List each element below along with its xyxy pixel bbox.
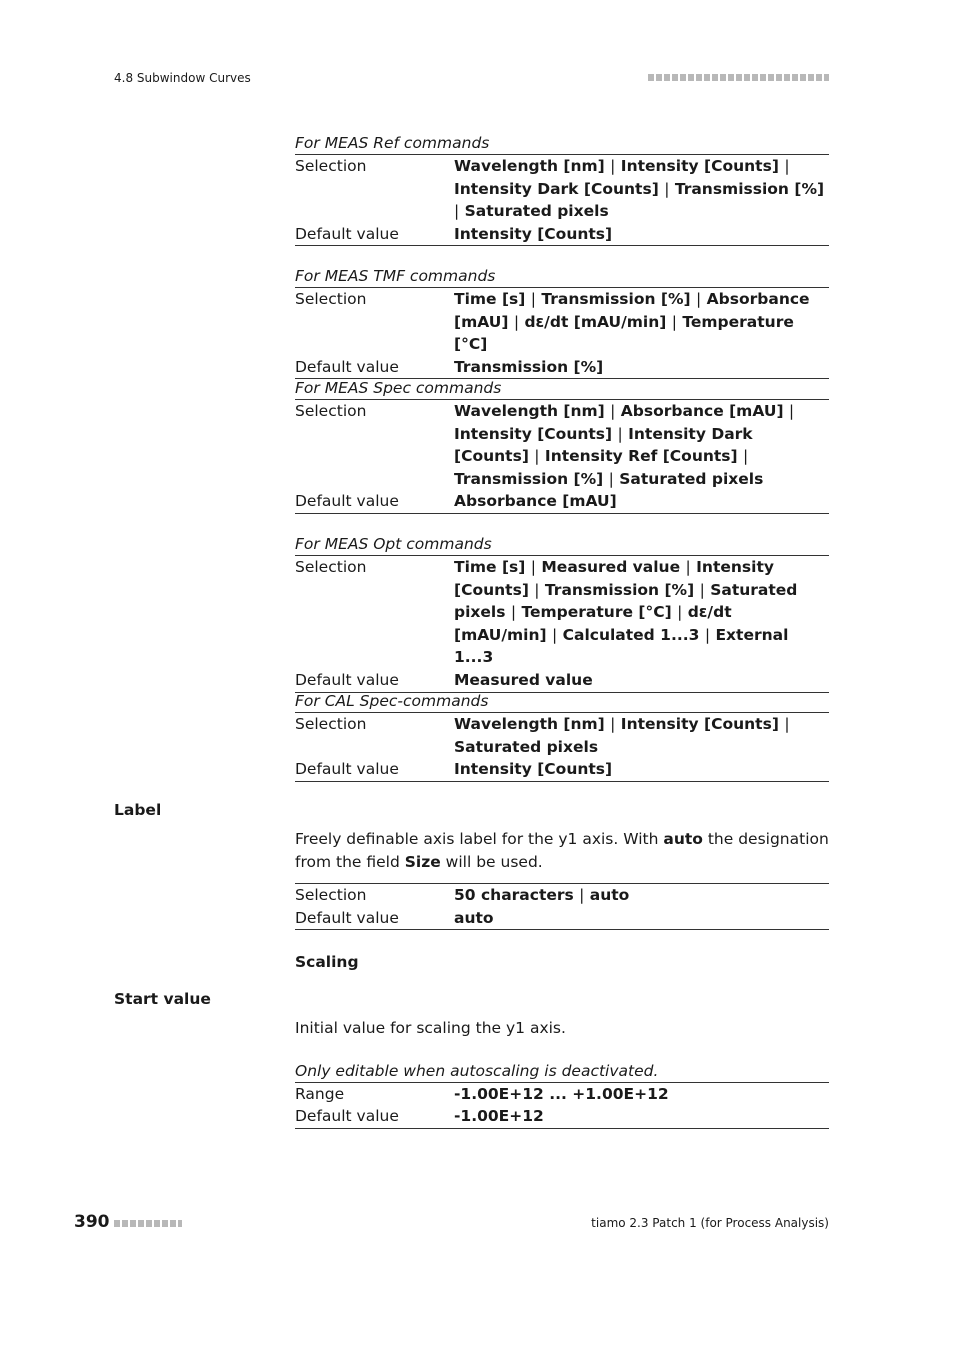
footer-dots-decoration: [114, 1220, 182, 1227]
value-separator: |: [617, 424, 623, 443]
table-row: [295, 1082, 829, 1105]
default-key: Default value: [295, 357, 399, 376]
start-value-caption: Only editable when autoscaling is deactivated.: [295, 1061, 659, 1080]
value-separator: |: [743, 447, 749, 466]
value-separator: |: [685, 558, 691, 576]
start-value-title: Start value: [114, 990, 211, 1008]
value-separator: |: [784, 157, 790, 175]
label-table: [295, 883, 829, 930]
selection-value: Wavelength [nm] | Intensity [Counts] | Saturated pixels: [454, 715, 790, 756]
label-section-block: [295, 828, 829, 930]
default-key: Default value: [295, 760, 399, 779]
value-separator: |: [608, 469, 614, 488]
value-separator: |: [530, 290, 536, 308]
value-separator: |: [454, 202, 460, 221]
table-row: [295, 155, 829, 223]
value-separator: |: [664, 179, 670, 198]
selection-value: Time [s] | Transmission [%] | Absorbance [mAU] | dε/dt [mAU/min] | Temperature [°C]: [454, 290, 810, 354]
value-separator: |: [534, 580, 540, 599]
meas-ref-block: [295, 132, 829, 246]
value-separator: |: [677, 603, 683, 622]
default-key: Default value: [295, 908, 399, 927]
value-separator: |: [696, 290, 702, 308]
value-separator: |: [788, 402, 795, 420]
header-dots-decoration: [648, 74, 829, 81]
value-separator: |: [699, 580, 705, 599]
table-row: [295, 884, 829, 907]
cal-spec-caption: For CAL Spec-commands: [295, 692, 489, 710]
value-separator: |: [534, 447, 540, 466]
default-value: -1.00E+12: [454, 1107, 544, 1126]
range-key: Range: [295, 1084, 345, 1103]
meas-opt-block: [295, 533, 829, 693]
label-desc-text: Freely definable axis label for the y1 axis. With: [295, 830, 664, 848]
value-separator: |: [610, 157, 616, 175]
value-separator: |: [513, 312, 520, 331]
range-value: -1.00E+12 ... +1.00E+12: [454, 1084, 669, 1103]
default-key: Default value: [295, 1107, 399, 1126]
selection-value: Wavelength [nm] | Absorbance [mAU] | Intensity [Counts] | Intensity Dark [Counts] | Intensity Ref [Counts] | Transmission [%] | Saturated pixels: [454, 402, 795, 488]
value-separator: |: [671, 312, 677, 331]
table-row: [295, 907, 829, 930]
label-desc-text: will be used.: [440, 852, 543, 871]
selection-key: Selection: [295, 886, 367, 904]
label-desc-auto: auto: [663, 830, 703, 848]
default-value: Absorbance [mAU]: [454, 492, 617, 511]
selection-value: Wavelength [nm] | Intensity [Counts] | Intensity Dark [Counts] | Transmission [%] | Saturated pixels: [454, 157, 825, 221]
start-value-description: Initial value for scaling the y1 axis.: [295, 1019, 566, 1037]
meas-spec-block: [295, 377, 829, 514]
value-separator: |: [579, 886, 585, 904]
table-row: [295, 713, 829, 759]
table-row: [295, 490, 829, 513]
start-value-block: [295, 1017, 829, 1129]
default-key: Default value: [295, 492, 399, 511]
selection-key: Selection: [295, 157, 367, 175]
meas-opt-caption: For MEAS Opt commands: [295, 535, 492, 553]
value-separator: |: [704, 625, 711, 644]
value-separator: |: [610, 402, 616, 420]
label-desc-size: Size: [404, 852, 441, 871]
value-separator: |: [530, 558, 536, 576]
selection-value: Time [s] | Measured value | Intensity [Counts] | Transmission [%] | Saturated pixels | Temperature [°C] | dε/dt [mAU/min] | Calculated 1...3 | External 1...3: [454, 558, 798, 667]
meas-tmf-block: [295, 265, 829, 379]
cal-spec-block: [295, 690, 829, 782]
meas-opt-table: [295, 555, 829, 693]
header-section-title: 4.8 Subwindow Curves: [114, 71, 251, 85]
value-separator: |: [510, 603, 517, 622]
default-key: Default value: [295, 224, 399, 243]
table-row: [295, 356, 829, 379]
selection-value: 50 characters | auto: [454, 886, 630, 904]
meas-spec-table: [295, 399, 829, 514]
meas-tmf-caption: For MEAS TMF commands: [295, 267, 496, 285]
table-row: [295, 400, 829, 491]
value-separator: |: [551, 625, 558, 644]
table-row: [295, 223, 829, 246]
scaling-heading: Scaling: [295, 953, 359, 971]
meas-ref-caption: For MEAS Ref commands: [295, 134, 490, 152]
default-value: Intensity [Counts]: [454, 760, 613, 779]
meas-tmf-table: [295, 287, 829, 379]
value-separator: |: [784, 715, 790, 733]
table-row: [295, 669, 829, 692]
label-description: [295, 828, 829, 873]
meas-spec-caption: For MEAS Spec commands: [295, 379, 502, 397]
value-separator: |: [610, 715, 616, 733]
label-desc-text: the designation from the field: [295, 830, 829, 871]
selection-key: Selection: [295, 558, 367, 576]
default-value: Transmission [%]: [454, 357, 604, 376]
label-section-title: Label: [114, 801, 162, 819]
cal-spec-table: [295, 712, 829, 782]
selection-key: Selection: [295, 290, 367, 308]
default-key: Default value: [295, 670, 399, 689]
default-value: Intensity [Counts]: [454, 224, 613, 243]
page-number: 390: [74, 1212, 110, 1232]
selection-key: Selection: [295, 715, 367, 733]
table-row: [295, 288, 829, 356]
start-value-table: [295, 1082, 829, 1129]
footer-product: tiamo 2.3 Patch 1 (for Process Analysis): [591, 1216, 829, 1230]
table-row: [295, 556, 829, 669]
default-value: Measured value: [454, 670, 593, 689]
meas-ref-table: [295, 154, 829, 246]
table-row: [295, 758, 829, 781]
default-value: auto: [454, 908, 494, 927]
table-row: [295, 1105, 829, 1128]
selection-key: Selection: [295, 402, 367, 420]
